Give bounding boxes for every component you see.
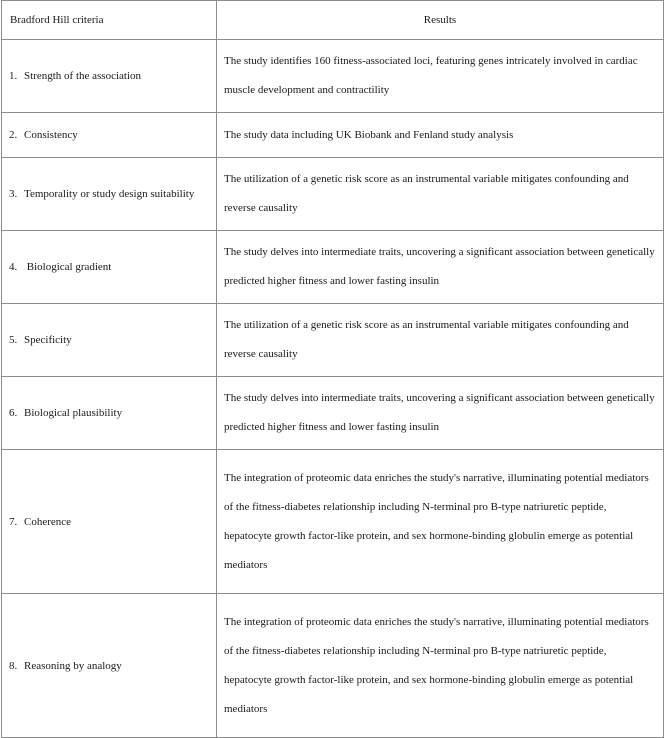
header-row bbox=[2, 1, 664, 40]
result-cell: The utilization of a genetic risk score as an instrumental variable mitigates confounding and reverse causality bbox=[217, 158, 664, 231]
table-row bbox=[2, 158, 664, 231]
table-row bbox=[2, 450, 664, 594]
table-row bbox=[2, 40, 664, 113]
criterion-label: Strength of the association bbox=[24, 70, 142, 82]
row-number: 8. bbox=[9, 659, 18, 672]
row-number: 1. bbox=[9, 70, 18, 82]
result-cell: The study delves into intermediate traits, uncovering a significant association between genetically predicted higher fitness and lower fasting insulin bbox=[217, 377, 664, 450]
criterion-label: Reasoning by analogy bbox=[24, 659, 122, 672]
result-cell: The integration of proteomic data enriches the study's narrative, illuminating potential mediators of the fitness-diabetes relationship including N-terminal pro B-type natriuretic peptide, hepatocyte growth factor-like protein, and sex hormone-binding globulin emerge as potential mediators bbox=[217, 594, 664, 738]
criterion-cell bbox=[2, 40, 217, 113]
result-cell: The study delves into intermediate traits, uncovering a significant association between genetically predicted higher fitness and lower fasting insulin bbox=[217, 231, 664, 304]
criterion-cell bbox=[2, 304, 217, 377]
table-row bbox=[2, 594, 664, 738]
criterion-cell bbox=[2, 377, 217, 450]
criterion-label: Biological plausibility bbox=[24, 407, 123, 419]
result-cell: The study data including UK Biobank and Fenland study analysis bbox=[217, 113, 664, 158]
result-cell: The utilization of a genetic risk score as an instrumental variable mitigates confounding and reverse causality bbox=[217, 304, 664, 377]
result-cell: The study identifies 160 fitness-associated loci, featuring genes intricately involved in cardiac muscle development and contractility bbox=[217, 40, 664, 113]
row-number: 5. bbox=[9, 334, 18, 346]
criterion-cell bbox=[2, 113, 217, 158]
header-criteria: Bradford Hill criteria bbox=[2, 1, 217, 40]
header-results: Results bbox=[217, 1, 664, 40]
criterion-label: Biological gradient bbox=[24, 261, 112, 273]
row-number: 6. bbox=[9, 407, 18, 419]
table-row bbox=[2, 113, 664, 158]
criterion-label: Consistency bbox=[24, 129, 78, 141]
bradford-hill-table bbox=[1, 0, 664, 738]
criterion-label: Coherence bbox=[24, 515, 72, 528]
table-row bbox=[2, 377, 664, 450]
row-number: 3. bbox=[9, 188, 18, 200]
table-row bbox=[2, 231, 664, 304]
row-number: 2. bbox=[9, 129, 18, 141]
row-number: 4. bbox=[9, 261, 18, 273]
criterion-cell bbox=[2, 158, 217, 231]
row-number: 7. bbox=[9, 515, 18, 528]
criterion-label: Temporality or study design suitability bbox=[24, 188, 195, 200]
criterion-cell bbox=[2, 231, 217, 304]
criterion-label: Specificity bbox=[24, 334, 72, 346]
criterion-cell bbox=[2, 594, 217, 738]
result-cell: The integration of proteomic data enriches the study's narrative, illuminating potential mediators of the fitness-diabetes relationship including N-terminal pro B-type natriuretic peptide, hepatocyte growth factor-like protein, and sex hormone-binding globulin emerge as potential mediators bbox=[217, 450, 664, 594]
table-row bbox=[2, 304, 664, 377]
criterion-cell bbox=[2, 450, 217, 594]
